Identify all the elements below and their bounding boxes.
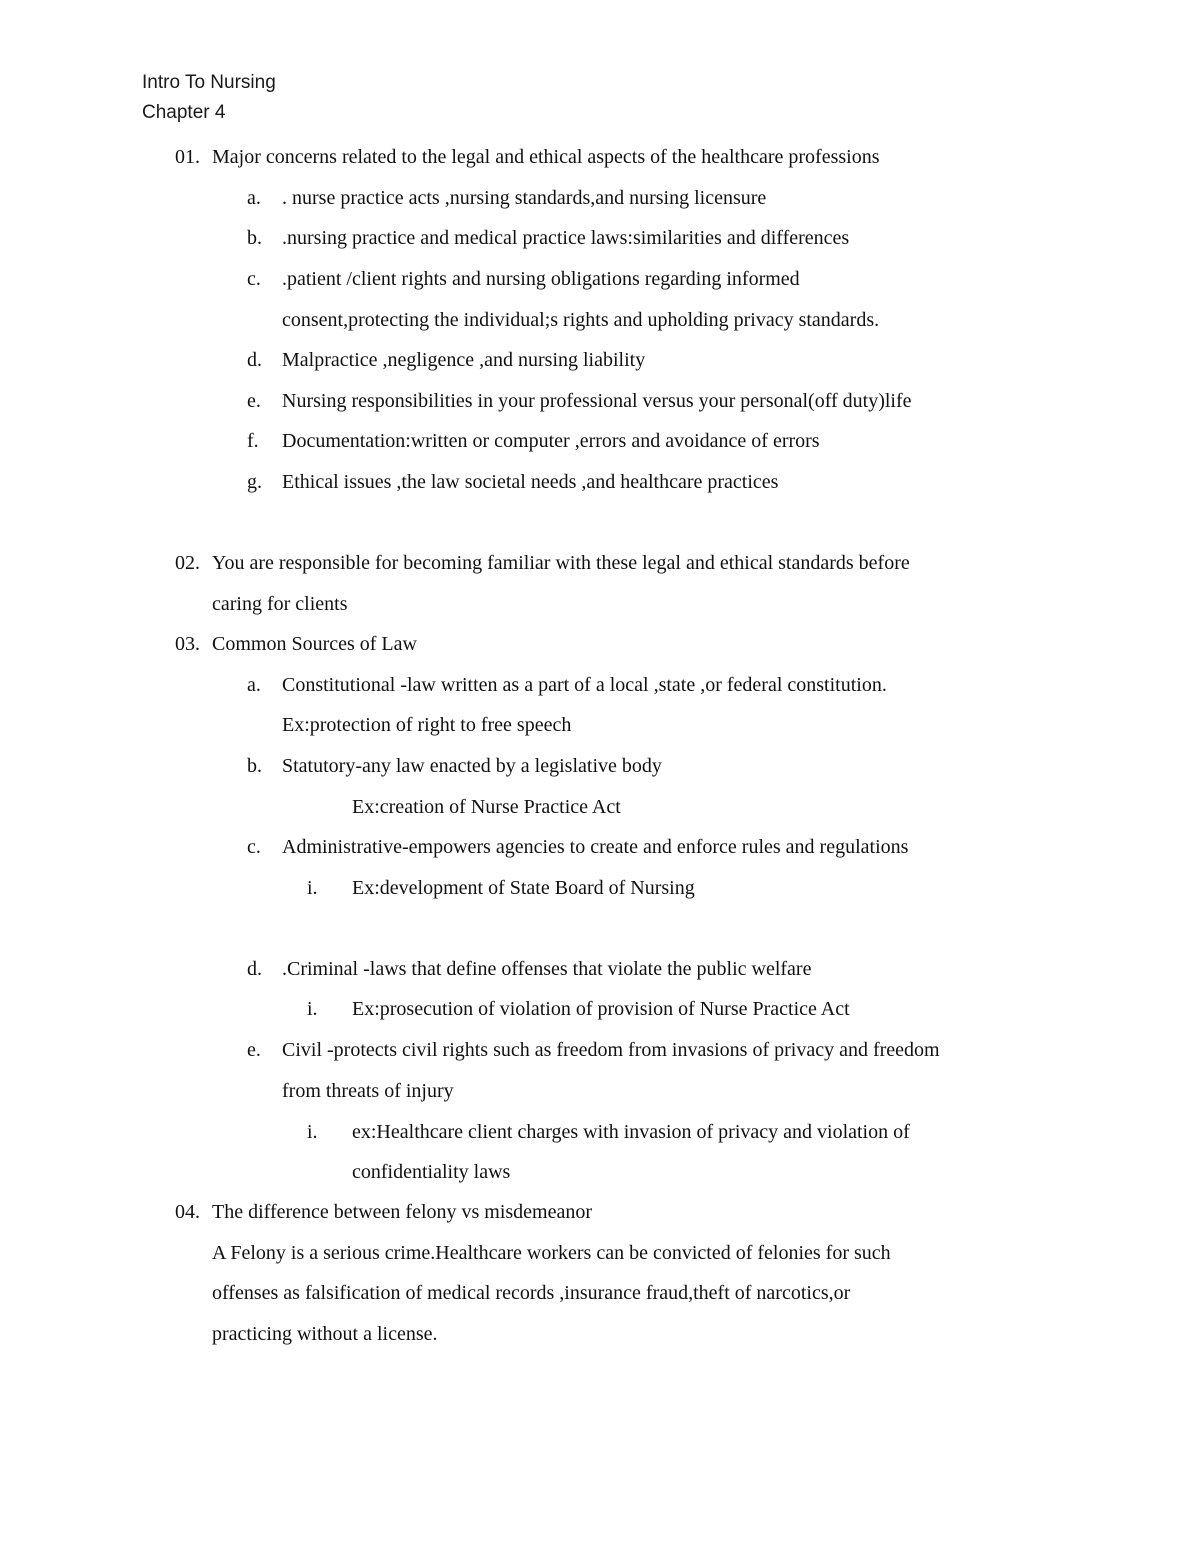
section-number-02: 02. xyxy=(175,552,200,574)
list-item-3d: .Criminal -laws that define offenses that violate the public welfare xyxy=(282,958,812,980)
course-title: Intro To Nursing xyxy=(142,72,276,93)
list-marker-1e: e. xyxy=(247,390,261,412)
list-item-3e-line1: Civil -protects civil rights such as freedom from invasions of privacy and freedom xyxy=(282,1039,940,1061)
list-item-3b-example: Ex:creation of Nurse Practice Act xyxy=(352,796,621,818)
section-text-02-line2: caring for clients xyxy=(212,593,348,615)
sub-marker-3c-i: i. xyxy=(307,877,318,899)
sub-item-3c-i: Ex:development of State Board of Nursing xyxy=(352,877,695,899)
section-number-03: 03. xyxy=(175,633,200,655)
list-marker-1f: f. xyxy=(247,430,259,452)
section-text-02-line1: You are responsible for becoming familiar with these legal and ethical standards before xyxy=(212,552,910,574)
sub-item-3e-i-line1: ex:Healthcare client charges with invasion of privacy and violation of xyxy=(352,1121,910,1143)
list-marker-3e: e. xyxy=(247,1039,261,1061)
list-item-1f: Documentation:written or computer ,errors and avoidance of errors xyxy=(282,430,820,452)
list-item-1a: . nurse practice acts ,nursing standards,and nursing licensure xyxy=(282,187,767,209)
list-marker-3a: a. xyxy=(247,674,261,696)
sub-marker-3e-i: i. xyxy=(307,1121,318,1143)
section-number-04: 04. xyxy=(175,1201,200,1223)
list-item-1e: Nursing responsibilities in your professional versus your personal(off duty)life xyxy=(282,390,912,412)
section-number-01: 01. xyxy=(175,146,200,168)
list-marker-3d: d. xyxy=(247,958,262,980)
list-item-1d: Malpractice ,negligence ,and nursing liability xyxy=(282,349,646,371)
list-marker-3c: c. xyxy=(247,836,261,858)
list-item-1c-line2: consent,protecting the individual;s rights and upholding privacy standards. xyxy=(282,309,880,331)
list-marker-1b: b. xyxy=(247,227,262,249)
list-item-1c-line1: .patient /client rights and nursing obligations regarding informed xyxy=(282,268,800,290)
list-marker-1a: a. xyxy=(247,187,261,209)
list-marker-1d: d. xyxy=(247,349,262,371)
sub-item-3d-i: Ex:prosecution of violation of provision of Nurse Practice Act xyxy=(352,998,850,1020)
section-heading-04: The difference between felony vs misdemeanor xyxy=(212,1201,593,1223)
list-item-3b: Statutory-any law enacted by a legislative body xyxy=(282,755,662,777)
list-item-1g: Ethical issues ,the law societal needs ,and healthcare practices xyxy=(282,471,779,493)
list-marker-1c: c. xyxy=(247,268,261,290)
section-body-04-line2: offenses as falsification of medical records ,insurance fraud,theft of narcotics,or xyxy=(212,1282,851,1304)
list-item-3c: Administrative-empowers agencies to create and enforce rules and regulations xyxy=(282,836,909,858)
section-heading-03: Common Sources of Law xyxy=(212,633,417,655)
list-marker-1g: g. xyxy=(247,471,262,493)
chapter-title: Chapter 4 xyxy=(142,102,226,123)
section-body-04-line1: A Felony is a serious crime.Healthcare workers can be convicted of felonies for such xyxy=(212,1242,891,1264)
sub-marker-3d-i: i. xyxy=(307,998,318,1020)
list-marker-3b: b. xyxy=(247,755,262,777)
list-item-3a-line2: Ex:protection of right to free speech xyxy=(282,714,572,736)
list-item-1b: .nursing practice and medical practice laws:similarities and differences xyxy=(282,227,850,249)
section-body-04-line3: practicing without a license. xyxy=(212,1323,438,1345)
sub-item-3e-i-line2: confidentiality laws xyxy=(352,1161,511,1183)
list-item-3a-line1: Constitutional -law written as a part of a local ,state ,or federal constitution. xyxy=(282,674,887,696)
list-item-3e-line2: from threats of injury xyxy=(282,1080,454,1102)
section-heading-01: Major concerns related to the legal and ethical aspects of the healthcare professions xyxy=(212,146,880,168)
